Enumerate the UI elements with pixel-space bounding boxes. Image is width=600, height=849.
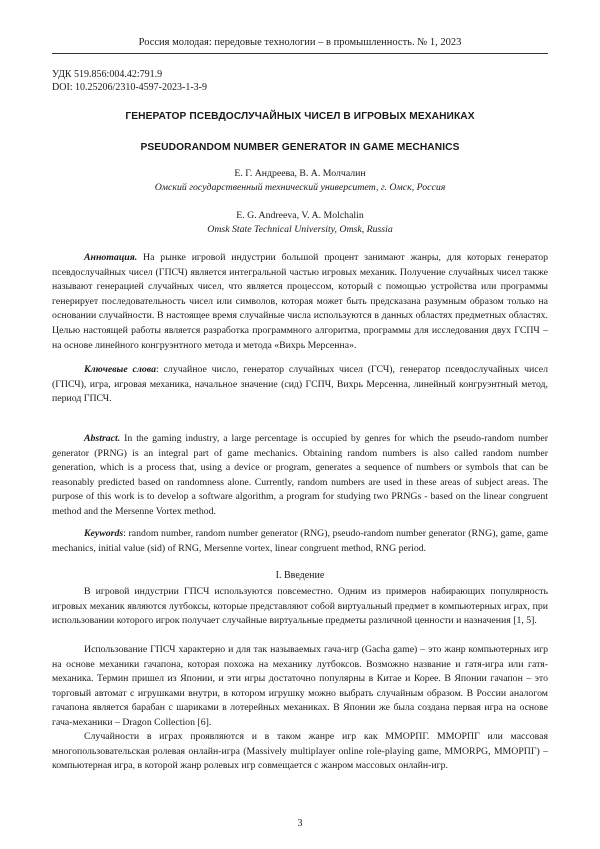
abstract-en <box>52 432 548 520</box>
keywords-en <box>52 527 548 556</box>
affiliation-ru: Омский государственный технический университет, г. Омск, Россия <box>154 182 446 193</box>
abstract-ru <box>52 251 548 353</box>
abstract-ru-label: Аннотация. <box>84 252 138 263</box>
header-rule <box>52 53 548 54</box>
doi: DOI: 10.25206/2310-4597-2023-1-3-9 <box>52 82 207 93</box>
authors-ru: Е. Г. Андреева, В. А. Молчалин <box>234 168 366 179</box>
abstract-en-label: Abstract. <box>84 433 121 444</box>
keywords-ru <box>52 363 548 407</box>
authors-en: E. G. Andreeva, V. A. Molchalin <box>236 210 364 221</box>
keywords-ru-label: Ключевые слова <box>84 364 157 375</box>
body-paragraph: Случайности в играх проявляются и в таком жанре игр как ММОРПГ. ММОРПГ или массовая многопользовательская ролевая онлайн-игра (Massively multiplayer online role-playing game, MMORPG, ММОРПГ) – компьютерная игра, в которой жанр ролевых игр совмещается с жанром массовых онлайн-игр. <box>52 731 548 772</box>
running-head: Россия молодая: передовые технологии – в промышленность. № 1, 2023 <box>138 37 462 48</box>
keywords-ru-text: : случайное число, генератор случайных чисел (ГСЧ), генератор псевдослучайных чисел (ГПСЧ), игра, игровая механика, начальное значение (сид) ГСПЧ, Вихрь Мерсенна, линейный конгруэнтный метод, период ГПСЧ. <box>52 364 548 405</box>
affiliation-en: Omsk State Technical University, Omsk, Russia <box>207 224 393 235</box>
keywords-en-label: Keywords <box>84 528 124 539</box>
body-paragraph: Использование ГПСЧ характерно и для так называемых гача-игр (Gacha game) – это жанр компьютерных игр на основе механики гачапона, которая похожа на механику лутбоксов. Возможно название и гатя-игра или гатя-механика. Термин пришел из Японии, и эти игры достаточно популярны в Китае и Корее. В Японии гачапон – это торговый автомат с игрушками внутри, в котором игрушку можно выбрать случайным образом. В России аналогом гачапона является барабан с шариками в лотерейных механиках. В Японии же была создана первая игра на основе гача-механики – Dragon Collection [6]. <box>52 644 548 728</box>
section-heading: I. Введение <box>275 570 325 581</box>
keywords-en-text: : random number, random number generator (RNG), pseudo-random number generator (RNG), game, game mechanics, initial value (sid) of RNG, Mersenne vortex, linear congruent method, RNG period. <box>52 528 548 554</box>
abstract-ru-text: На рынке игровой индустрии большой процент занимают жанры, для которых генератор псевдослучайных чисел (ГПСЧ) является интегральной частью игровых механик. Получение случайных чисел также называют генерацией случайных чисел, что является процессом, который с помощью устройства или программы генерирует последовательность чисел или символов, которая может быть предсказана разумным образом только на основании случайности. В настоящее время случайные числа используются в данных областях предметных областях. Целью настоящей работы является разработка программного алгоритма, программы для исследования двух ГСПЧ – на основе линейного конгруэнтного метода и метода «Вихрь Мерсенна». <box>52 252 548 351</box>
title-ru: ГЕНЕРАТОР ПСЕВДОСЛУЧАЙНЫХ ЧИСЕЛ В ИГРОВЫХ МЕХАНИКАХ <box>125 111 475 122</box>
title-en: PSEUDORANDOM NUMBER GENERATOR IN GAME MECHANICS <box>140 142 460 153</box>
abstract-en-text: In the gaming industry, a large percentage is occupied by genres for which the pseudo-random number generator (PRNG) is an integral part of game mechanics. Obtaining random numbers is also called random number generation, which is a process that, using a device or program, generates a sequence of numbers or symbols that can be reasonably predicted based on randomness alone. Currently, random numbers are used in these areas of subject areas. The purpose of this work is to develop a software algorithm, a program for studying two PRNGs - based on the linear congruent method and the Mersenne Vortex method. <box>52 433 548 517</box>
udc-code: УДК 519.856:004.42:791.9 <box>52 69 163 80</box>
page-number: 3 <box>297 818 303 829</box>
body-paragraph: В игровой индустрии ГПСЧ используются повсеместно. Одним из примеров набирающих популярность игровых механик являются лутбоксы, которые представляют собой виртуальный предмет в компьютерных играх, при использовании которого игрок получает случайные виртуальные предметы различной ценности и назначения [1, 5]. <box>52 586 548 627</box>
